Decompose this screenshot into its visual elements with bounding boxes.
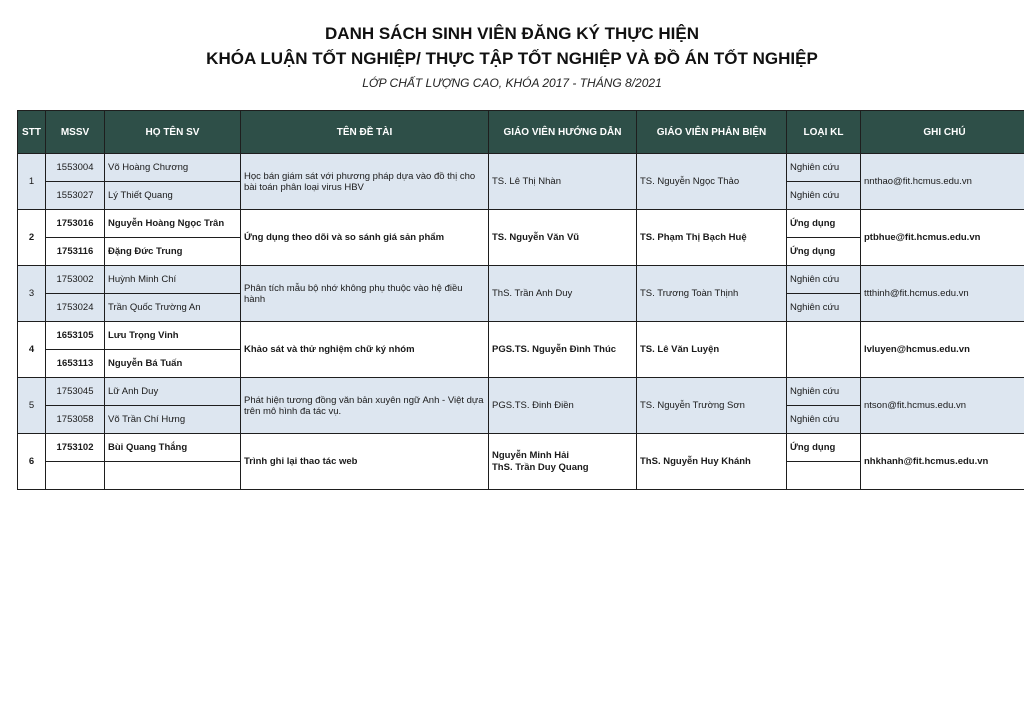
type-cell: Ứng dụng xyxy=(787,210,861,238)
reviewer-cell: TS. Trương Toàn Thịnh xyxy=(637,266,787,322)
reviewer-cell: TS. Nguyễn Ngọc Thảo xyxy=(637,154,787,210)
reviewer-cell: TS. Nguyễn Trường Sơn xyxy=(637,378,787,434)
student-name-cell: Nguyễn Bá Tuấn xyxy=(105,350,241,378)
mssv-cell: 1753016 xyxy=(46,210,105,238)
student-name-cell: Nguyễn Hoàng Ngọc Trân xyxy=(105,210,241,238)
col-header-student-name: HỌ TÊN SV xyxy=(105,111,241,154)
student-name-cell: Trần Quốc Trường An xyxy=(105,294,241,322)
mssv-cell: 1753002 xyxy=(46,266,105,294)
type-cell: Ứng dụng xyxy=(787,434,861,462)
stt-cell: 3 xyxy=(18,266,46,322)
topic-cell: Phát hiện tương đồng văn bản xuyên ngữ Anh - Việt dựa trên mô hình đa tác vụ. xyxy=(241,378,489,434)
mssv-cell: 1753045 xyxy=(46,378,105,406)
student-name-cell: Lưu Trọng Vinh xyxy=(105,322,241,350)
reviewer-cell: TS. Phạm Thị Bạch Huệ xyxy=(637,210,787,266)
table-row xyxy=(18,434,1024,462)
stt-cell: 5 xyxy=(18,378,46,434)
advisor-name: TS. Nguyễn Văn Vũ xyxy=(492,231,580,243)
type-cell xyxy=(787,462,861,490)
col-header-stt: STT xyxy=(18,111,46,154)
type-cell: Nghiên cứu xyxy=(787,182,861,210)
table-row xyxy=(18,378,1024,406)
reviewer-cell: TS. Lê Văn Luyện xyxy=(637,322,787,378)
note-cell: ptbhue@fit.hcmus.edu.vn xyxy=(861,210,1024,266)
advisor-cell xyxy=(489,154,637,210)
col-header-reviewer: GIÁO VIÊN PHẢN BIỆN xyxy=(637,111,787,154)
type-cell: Ứng dụng xyxy=(787,238,861,266)
advisor-cell xyxy=(489,322,637,378)
advisor-name: ThS. Trần Anh Duy xyxy=(492,287,573,299)
table-row xyxy=(18,322,1024,350)
stt-cell: 1 xyxy=(18,154,46,210)
advisor-cell xyxy=(489,378,637,434)
mssv-cell: 1753058 xyxy=(46,406,105,434)
col-header-topic: TÊN ĐỀ TÀI xyxy=(241,111,489,154)
topic-cell: Trình ghi lại thao tác web xyxy=(241,434,489,490)
type-cell: Nghiên cứu xyxy=(787,378,861,406)
mssv-cell: 1553027 xyxy=(46,182,105,210)
type-cell: Nghiên cứu xyxy=(787,294,861,322)
stt-cell: 4 xyxy=(18,322,46,378)
advisor-name: PGS.TS. Đinh Điền xyxy=(492,399,574,411)
stt-cell: 6 xyxy=(18,434,46,490)
advisor-name: Nguyễn Minh Hải xyxy=(492,449,570,461)
note-cell: ttthinh@fit.hcmus.edu.vn xyxy=(861,266,1024,322)
col-header-note: GHI CHÚ xyxy=(861,111,1024,154)
table-header-row xyxy=(18,111,1024,154)
student-name-cell: Huỳnh Minh Chí xyxy=(105,266,241,294)
advisor-cell xyxy=(489,266,637,322)
col-header-mssv: MSSV xyxy=(46,111,105,154)
title-line-2: KHÓA LUẬN TỐT NGHIỆP/ THỰC TẬP TỐT NGHIỆP VÀ ĐỒ ÁN TỐT NGHIỆP xyxy=(206,49,818,68)
student-name-cell: Đặng Đức Trung xyxy=(105,238,241,266)
student-name-cell xyxy=(105,462,241,490)
reviewer-cell: ThS. Nguyễn Huy Khánh xyxy=(637,434,787,490)
note-cell: lvluyen@hcmus.edu.vn xyxy=(861,322,1024,378)
note-cell: nnthao@fit.hcmus.edu.vn xyxy=(861,154,1024,210)
mssv-cell: 1653105 xyxy=(46,322,105,350)
mssv-cell: 1753024 xyxy=(46,294,105,322)
note-cell: nhkhanh@fit.hcmus.edu.vn xyxy=(861,434,1024,490)
col-header-advisor: GIÁO VIÊN HƯỚNG DẪN xyxy=(489,111,637,154)
subtitle: LỚP CHẤT LƯỢNG CAO, KHÓA 2017 - THÁNG 8/2021 xyxy=(362,76,662,90)
student-name-cell: Võ Trần Chí Hưng xyxy=(105,406,241,434)
col-header-type: LOẠI KL xyxy=(787,111,861,154)
advisor-name: ThS. Trần Duy Quang xyxy=(492,461,589,473)
topic-cell: Ứng dụng theo dõi và so sánh giá sản phẩm xyxy=(241,210,489,266)
table-row xyxy=(18,210,1024,238)
student-name-cell: Bùi Quang Thắng xyxy=(105,434,241,462)
mssv-cell: 1553004 xyxy=(46,154,105,182)
advisor-name: TS. Lê Thị Nhàn xyxy=(492,175,562,187)
stt-cell: 2 xyxy=(18,210,46,266)
topic-cell: Khảo sát và thử nghiệm chữ ký nhóm xyxy=(241,322,489,378)
type-cell: Nghiên cứu xyxy=(787,154,861,182)
table-row xyxy=(18,154,1024,182)
student-name-cell: Lý Thiết Quang xyxy=(105,182,241,210)
mssv-cell xyxy=(46,462,105,490)
advisor-cell xyxy=(489,210,637,266)
student-name-cell: Võ Hoàng Chương xyxy=(105,154,241,182)
mssv-cell: 1653113 xyxy=(46,350,105,378)
advisor-cell xyxy=(489,434,637,490)
topic-cell: Học bán giám sát với phương pháp dựa vào đồ thị cho bài toán phân loại virus HBV xyxy=(241,154,489,210)
student-name-cell: Lữ Anh Duy xyxy=(105,378,241,406)
title-line-1: DANH SÁCH SINH VIÊN ĐĂNG KÝ THỰC HIỆN xyxy=(325,24,699,43)
mssv-cell: 1753116 xyxy=(46,238,105,266)
table-row xyxy=(18,266,1024,294)
mssv-cell: 1753102 xyxy=(46,434,105,462)
type-cell xyxy=(787,322,861,378)
type-cell: Nghiên cứu xyxy=(787,266,861,294)
note-cell: ntson@fit.hcmus.edu.vn xyxy=(861,378,1024,434)
student-list-table xyxy=(17,110,1024,490)
topic-cell: Phân tích mẫu bộ nhớ không phụ thuộc vào hệ điều hành xyxy=(241,266,489,322)
advisor-name: PGS.TS. Nguyễn Đình Thúc xyxy=(492,343,617,355)
type-cell: Nghiên cứu xyxy=(787,406,861,434)
